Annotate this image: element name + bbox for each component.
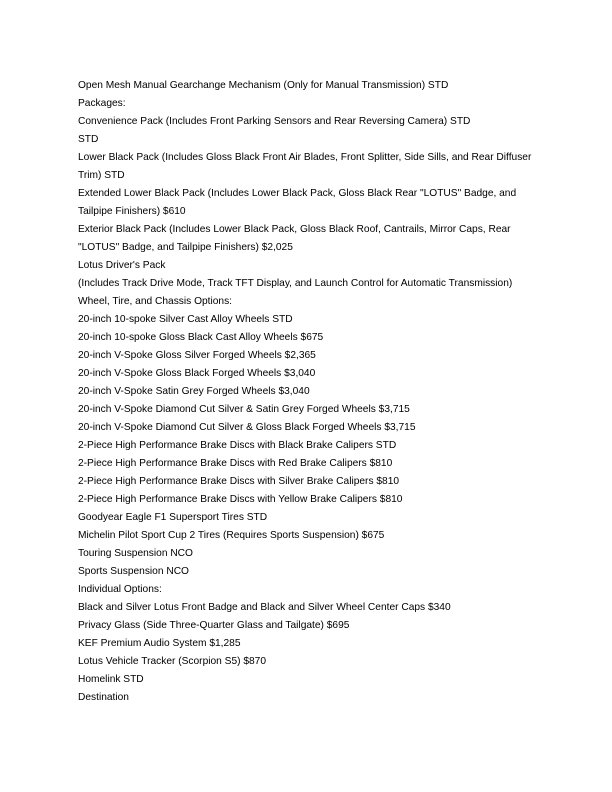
text-line: 2-Piece High Performance Brake Discs with Red Brake Calipers $810 xyxy=(78,458,393,469)
text-line: Lotus Vehicle Tracker (Scorpion S5) $870 xyxy=(78,656,267,667)
text-line: Exterior Black Pack (Includes Lower Black Pack, Gloss Black Roof, Cantrails, Mirror Caps, Rear xyxy=(78,224,511,235)
document-body xyxy=(78,77,538,707)
text-line: 2-Piece High Performance Brake Discs with Silver Brake Calipers $810 xyxy=(78,476,400,487)
text-line: 20-inch 10-spoke Silver Cast Alloy Wheels STD xyxy=(78,314,293,325)
text-line: Destination xyxy=(78,692,129,703)
section-heading: Packages: xyxy=(78,98,126,109)
text-line: 2-Piece High Performance Brake Discs with Black Brake Calipers STD xyxy=(78,440,397,451)
text-line: Trim) STD xyxy=(78,170,125,181)
text-line: Michelin Pilot Sport Cup 2 Tires (Requires Sports Suspension) $675 xyxy=(78,530,385,541)
text-line: Convenience Pack (Includes Front Parking Sensors and Rear Reversing Camera) STD xyxy=(78,116,471,127)
text-line: Open Mesh Manual Gearchange Mechanism (Only for Manual Transmission) STD xyxy=(78,80,449,91)
text-line: Extended Lower Black Pack (Includes Lower Black Pack, Gloss Black Rear "LOTUS" Badge, and xyxy=(78,188,517,199)
text-line: 20-inch V-Spoke Gloss Silver Forged Wheels $2,365 xyxy=(78,350,316,361)
text-line: KEF Premium Audio System $1,285 xyxy=(78,638,241,649)
text-line: 20-inch 10-spoke Gloss Black Cast Alloy Wheels $675 xyxy=(78,332,324,343)
text-line: Tailpipe Finishers) $610 xyxy=(78,206,186,217)
text-line: "LOTUS" Badge, and Tailpipe Finishers) $2,025 xyxy=(78,242,293,253)
text-line: Lotus Driver's Pack xyxy=(78,260,166,271)
text-line: Goodyear Eagle F1 Supersport Tires STD xyxy=(78,512,268,523)
text-line: Sports Suspension NCO xyxy=(78,566,189,577)
text-line: (Includes Track Drive Mode, Track TFT Display, and Launch Control for Automatic Transmission) xyxy=(78,278,513,289)
text-line: Privacy Glass (Side Three-Quarter Glass and Tailgate) $695 xyxy=(78,620,350,631)
text-line: 2-Piece High Performance Brake Discs with Yellow Brake Calipers $810 xyxy=(78,494,403,505)
text-line: Lower Black Pack (Includes Gloss Black Front Air Blades, Front Splitter, Side Sills, and Rear Diffuser xyxy=(78,152,532,163)
section-heading: Individual Options: xyxy=(78,584,162,595)
text-line: 20-inch V-Spoke Diamond Cut Silver & Satin Grey Forged Wheels $3,715 xyxy=(78,404,410,415)
section-heading: Wheel, Tire, and Chassis Options: xyxy=(78,296,233,307)
text-line: 20-inch V-Spoke Diamond Cut Silver & Gloss Black Forged Wheels $3,715 xyxy=(78,422,416,433)
text-line: 20-inch V-Spoke Gloss Black Forged Wheels $3,040 xyxy=(78,368,316,379)
text-line: STD xyxy=(78,134,99,145)
text-line: Black and Silver Lotus Front Badge and Black and Silver Wheel Center Caps $340 xyxy=(78,602,451,613)
text-line: 20-inch V-Spoke Satin Grey Forged Wheels $3,040 xyxy=(78,386,310,397)
text-line: Touring Suspension NCO xyxy=(78,548,193,559)
text-line: Homelink STD xyxy=(78,674,144,685)
